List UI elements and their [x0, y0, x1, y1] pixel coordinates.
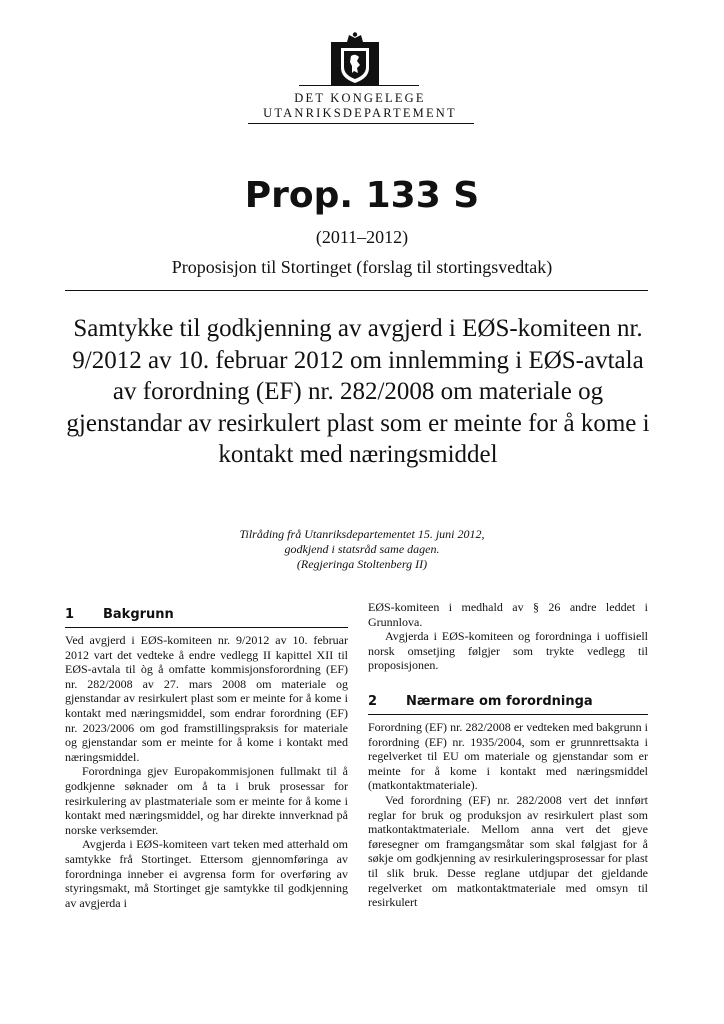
section-1-paragraph-3: Avgjerda i EØS-komiteen vart teken med atterhald om samtykke frå Stortinget. Ettersom gjennomføringa av forordninga inneber ei avgrensa form for overføring av styringsmakt, må Stortinget gje samtykke til godkjenning av avgjerda i [65, 837, 348, 910]
recommendation-line-2: godkjend i statsråd same dagen. [284, 542, 440, 556]
norwegian-coat-of-arms-icon [331, 32, 379, 86]
section-2-heading [368, 693, 648, 715]
section-2-paragraph-1: Forordning (EF) nr. 282/2008 er vedteken med bakgrunn i forordning (EF) nr. 1935/2004, som er grunnrettsakta i regelverket til EU om materiale og gjenstandar som er meinte for å kome i kontakt med næringsmiddel (matkontaktmateriale). [368, 719, 648, 793]
section-1-paragraph-2: Forordninga gjev Europakommisjonen fullmakt til å godkjenne søknader om å ta i bruk prosessar for resirkulering av plastmateriale som er meinte for å kome i kontakt med næringsmiddel, og har direkte innverknad på norske verksemder. [65, 764, 348, 837]
section-1-paragraph-1: Ved avgjerd i EØS-komiteen nr. 9/2012 av 10. februar 2012 vart det vedteke å endre vedlegg II kapittel XII til EØS-avtala til òg å omfatte kommisjonsforordning (EF) nr. 282/2008 av 27. mars 2008 om materiale og gjenstandar av resirkulert plast som er meinte for å kome i kontakt med næringsmiddel, som endrar forordning (EF) nr. 2023/2006 om god framstillingspraksis for materiale og gjenstandar som er meinte for å kome i kontakt med næringsmiddel. [65, 633, 348, 764]
document-title: Samtykke til godkjenning av avgjerd i EØS-komiteen nr. 9/2012 av 10. februar 2012 om innlemming i EØS-avtala av forordning (EF) nr. 282/2008 om materiale og gjenstandar av resirkulert plast som er meinte for å kome i kontakt med næringsmiddel [66, 315, 650, 468]
proposition-type: Proposisjon til Stortinget (forslag til stortingsvedtak) [171, 257, 553, 277]
section-2-paragraph-2: Ved forordning (EF) nr. 282/2008 vert det innført reglar for bruk og produksjon av resirkulert plast som matkontaktmateriale. Mellom anna vert det gjeve føresegner om framgangsmåtar som skal følgjast for å søkje om godkjenning av resirkuleringsprosessar for plast til slik bruk. Desse reglane utdjupar det gjeldande regelverket om matkontaktmateriale med omsyn til resirkulert [368, 792, 648, 910]
recommendation-line-1: Tilråding frå Utanriksdepartementet 15. juni 2012, [239, 527, 485, 541]
recommendation-line-3: (Regjeringa Stoltenberg II) [296, 557, 428, 571]
left-column [65, 600, 348, 910]
header-rule-bottom [248, 123, 474, 124]
section-1-title: Bakgrunn [103, 607, 174, 622]
department-name-line2: UTANRIKSDEPARTEMENT [263, 106, 457, 120]
right-column [368, 600, 648, 910]
section-1-paragraph-3-continued: EØS-komiteen i medhald av § 26 andre leddet i Grunnlova. [368, 600, 648, 629]
title-divider [65, 290, 648, 291]
session-years: (2011–2012) [315, 227, 409, 247]
header-rule-top [299, 85, 419, 86]
section-2-number: 2 [368, 693, 378, 709]
section-1-number: 1 [65, 607, 75, 622]
recommendation-note [150, 527, 574, 572]
section-1-heading [65, 606, 348, 628]
proposition-number: Prop. 133 S [244, 175, 480, 216]
section-1-paragraph-4: Avgjerda i EØS-komiteen og forordninga i uoffisiell norsk omsetjing følgjer som trykte vedlegg til proposisjonen. [368, 629, 648, 673]
department-name-line1: DET KONGELEGE [294, 91, 426, 105]
section-2-title: Nærmare om forordninga [406, 693, 593, 709]
